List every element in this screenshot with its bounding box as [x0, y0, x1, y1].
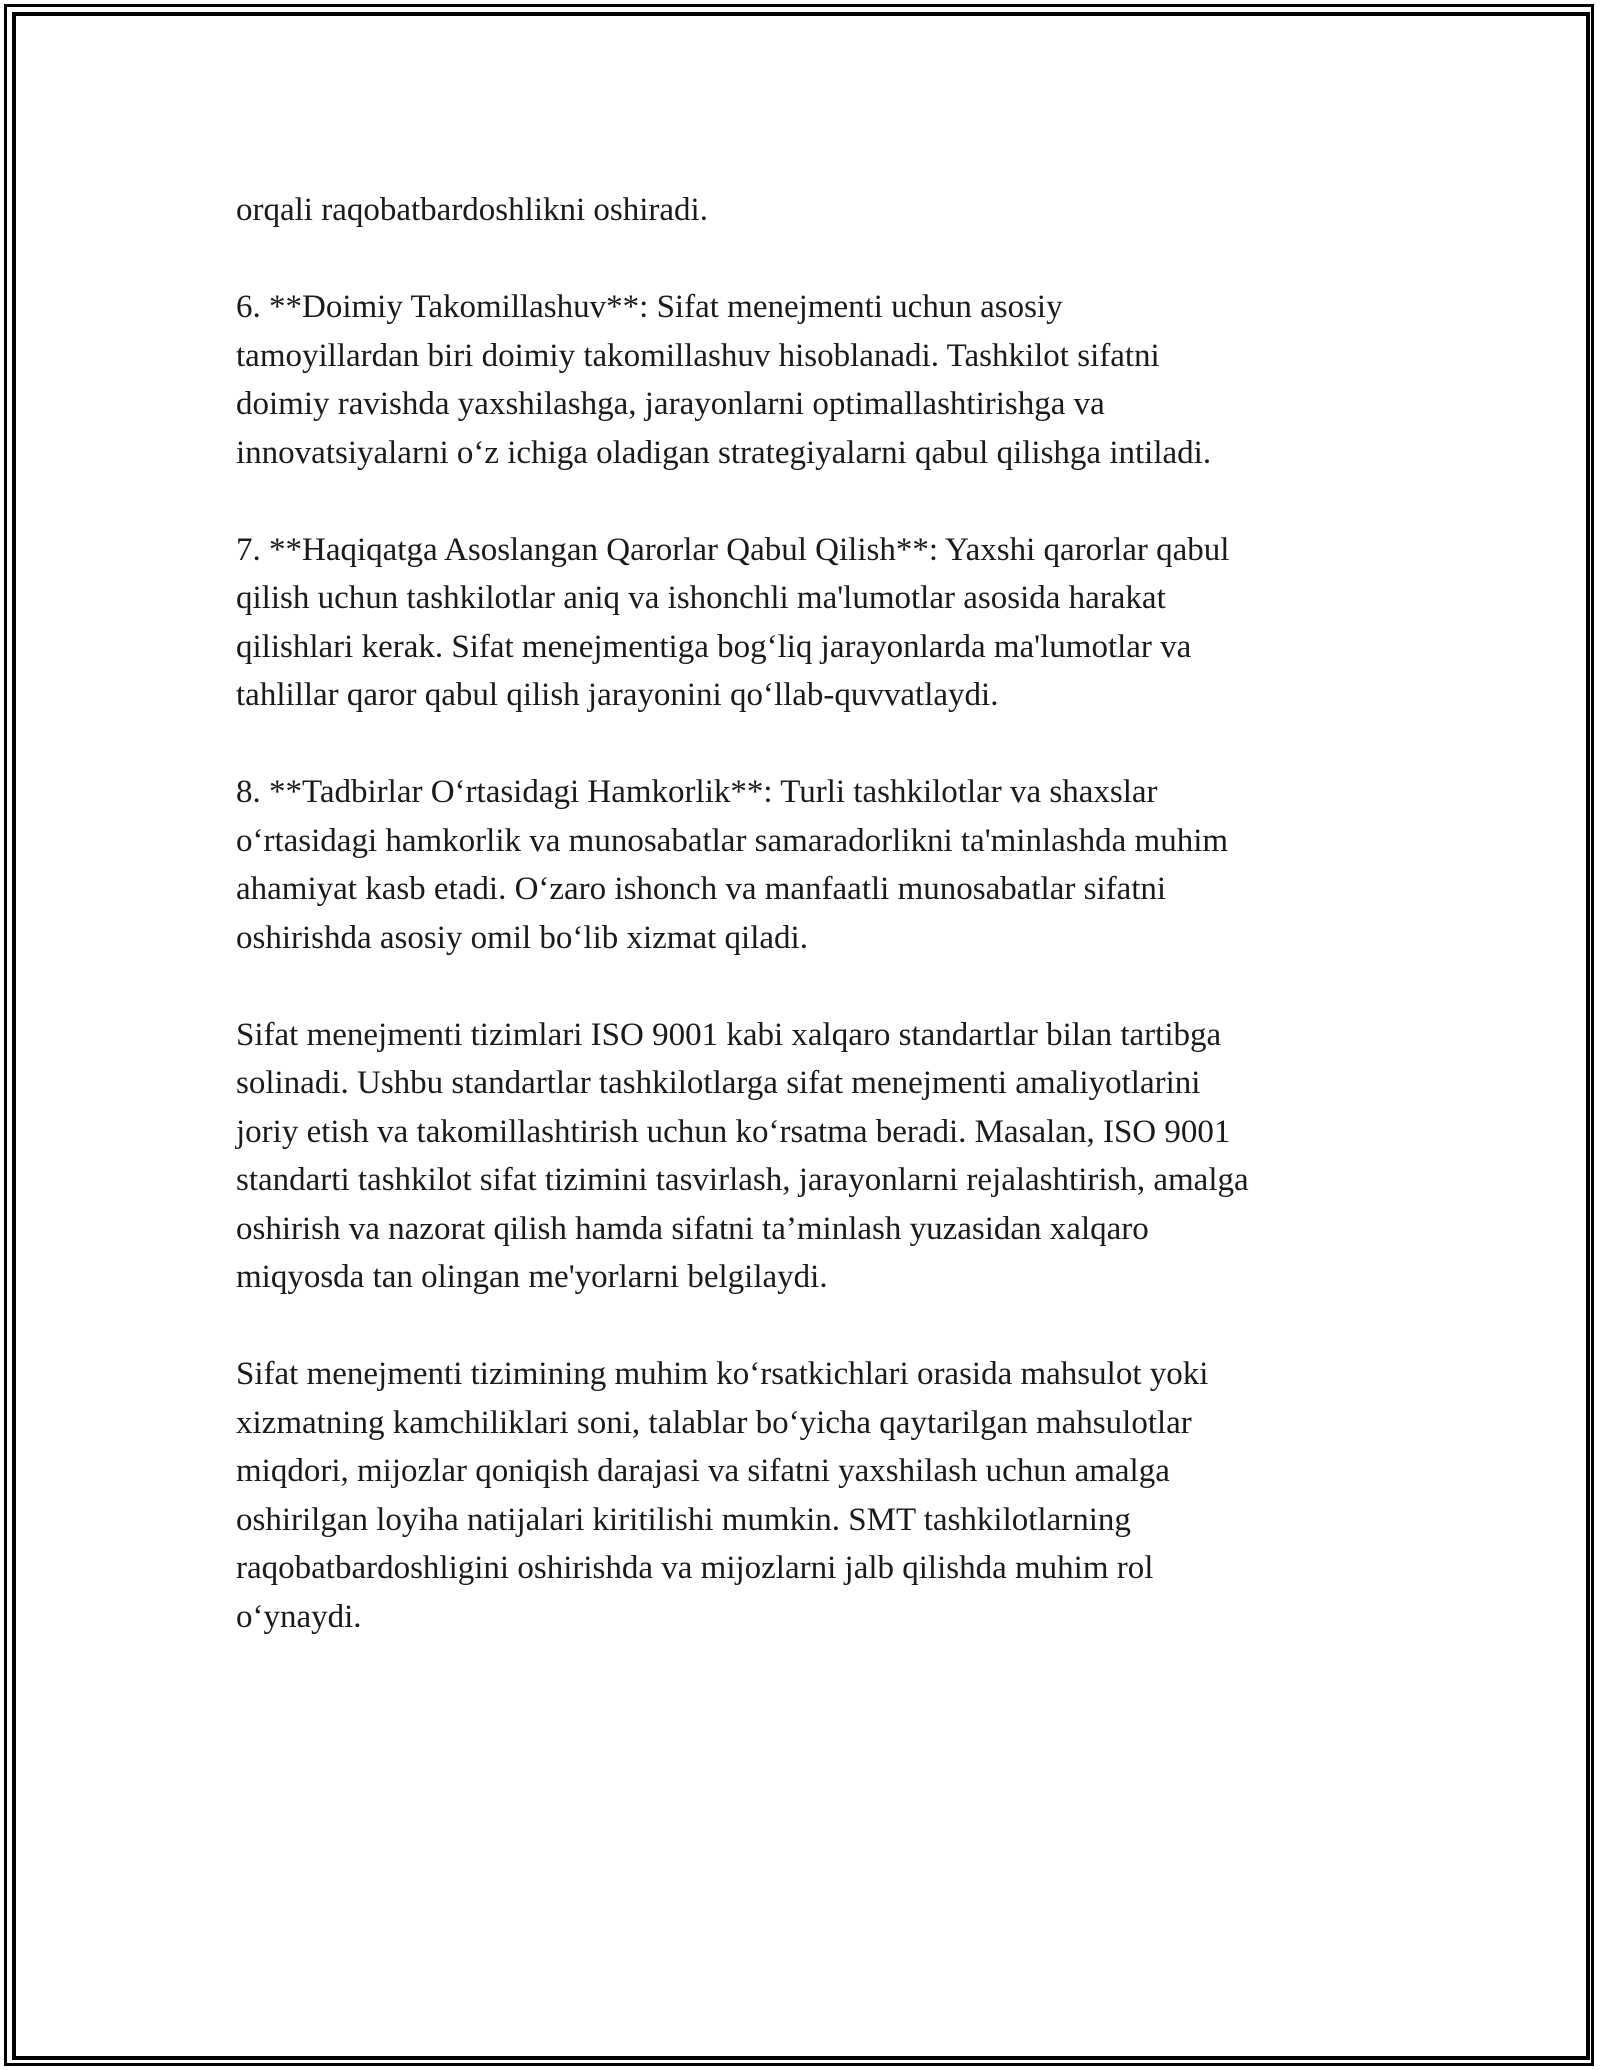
paragraph-item-6: 6. **Doimiy Takomillashuv**: Sifat menejmenti uchun asosiy tamoyillardan biri doimiy takomillashuv hisoblanadi. Tashkilot sifatni doimiy ravishda yaxshilashga, jarayonlarni optimallashtirishga va innovatsiyalarni o‘z ichiga oladigan strategiyalarni qabul qilishga intiladi. — [236, 289, 1212, 471]
paragraph-item-7: 7. **Haqiqatga Asoslangan Qarorlar Qabul Qilish**: Yaxshi qarorlar qabul qilish uchun tashkilotlar aniq va ishonchli ma'lumotlar asosida harakat qilishlari kerak. Sifat menejmentiga bog‘liq jarayonlarda ma'lumotlar va tahlillar qaror qabul qilish jarayonini qo‘llab-quvvatlaydi. — [236, 531, 1230, 713]
paragraph-iso-9001: Sifat menejmenti tizimlari ISO 9001 kabi xalqaro standartlar bilan tartibga solinadi. Ushbu standartlar tashkilotlarga sifat menejmenti amaliyotlarini joriy etish va takomillashtirish uchun ko‘rsatma beradi. Masalan, ISO 9001 standarti tashkilot sifat tizimini tasvirlash, jarayonlarni rejalashtirish, amalga oshirish va nazorat qilish hamda sifatni ta’minlash yuzasidan xalqaro miqyosda tan olingan me'yorlarni belgilaydi. — [236, 1016, 1249, 1295]
paragraph-item-8: 8. **Tadbirlar O‘rtasidagi Hamkorlik**: Turli tashkilotlar va shaxslar o‘rtasidagi hamkorlik va munosabatlar samaradorlikni ta'minlashda muhim ahamiyat kasb etadi. O‘zaro ishonch va manfaatli munosabatlar sifatni oshirishda asosiy omil bo‘lib xizmat qiladi. — [236, 774, 1229, 956]
paragraph-continuation: orqali raqobatbardoshlikni oshiradi. — [236, 192, 708, 228]
document-body — [236, 186, 1376, 1690]
paragraph-indicators: Sifat menejmenti tizimining muhim ko‘rsatkichlari orasida mahsulot yoki xizmatning kamchiliklari soni, talablar bo‘yicha qaytarilgan mahsulotlar miqdori, mijozlar qoniqish darajasi va sifatni yaxshilash uchun amalga oshirilgan loyiha natijalari kiritilishi mumkin. SMT tashkilotlarning raqobatbardoshligini oshirishda va mijozlarni jalb qilishda muhim rol o‘ynaydi. — [236, 1356, 1209, 1635]
